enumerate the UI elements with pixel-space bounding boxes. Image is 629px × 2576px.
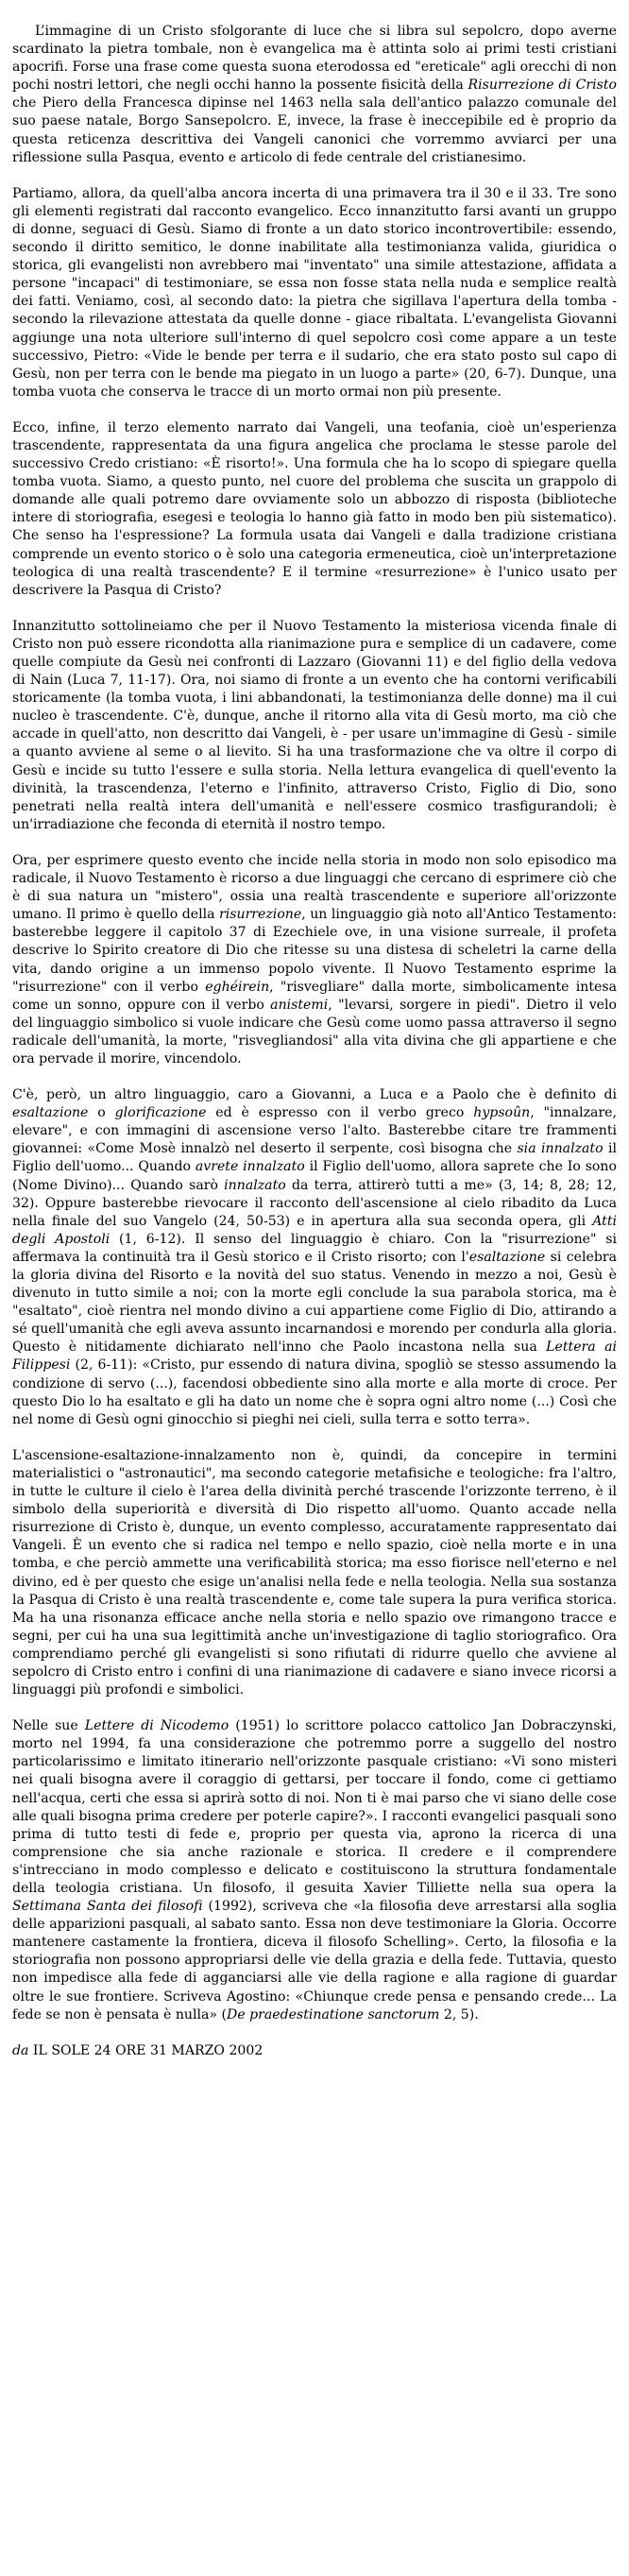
text-run: L'ascensione-esaltazione-innalzamento non è, quindi, da concepire in termini materialistici o "astronautici", ma secondo categorie metafisiche e teologiche: fra l'altro, in tutte le culture il cielo è l'area della divinità perché trascende l'orizzonte terreno, è il simbolo della superiorità e diversità di Dio rispetto all'uomo. Quanto accade nella risurrezione di Cristo è, dunque, un evento complesso, accuratamente rappresentato dai Vangeli. È un evento che si radica nel tempo e nello spazio, cioè nella morte e in una tomba, e che perciò ammette una verificabilità storica; ma esso fiorisce nell'eterno e nel divino, ed è per questo che esige un'analisi nella fede e nella teologia. Nella sua sostanza la Pasqua di Cristo è una realtà trascendente e, come tale supera la pura verifica storica. Ma ha una risonanza efficace anche nella storia e nello spazio ove rimangono tracce e segni, per cui ha una sua legittimità anche un'investigazione di taglio storiografico. Ora comprendiamo perché gli evangelisti si sono rifiutati di ridurre quello che avviene al sepolcro di Cristo entro i confini di una rianimazione di cadavere e siano invece ricorsi a linguaggi più profondi e simbolici. — [12, 1447, 617, 1698]
italic-text: da — [12, 2042, 29, 2058]
text-run: che Piero della Francesca dipinse nel 1463 nella sala dell'antico palazzo comunale del suo paese natale, Borgo Sansepolcro. E, invece, la frase è ineccepibile ed è proprio da questa reticenza descrittiva dei Vangeli canonici che vorremmo avviarci per una riflessione sulla Pasqua, evento e articolo di fede centrale del cristianesimo. — [12, 95, 617, 165]
italic-text: Lettere di Nicodemo — [84, 1718, 230, 1734]
paragraph — [12, 419, 617, 600]
text-run: il Figlio dell'uomo, allora saprete che Io sono (Nome Divino)... Quando sarò — [12, 1159, 617, 1193]
italic-text: esaltazione — [12, 1105, 89, 1121]
text-run: , "levarsi, sorgere in piedi". Dietro il velo del linguaggio simbolico si vuole indicare che Gesù come uomo passa attraverso il segno radicale dell'umanità, la morte, "risvegliandosi" alla vita divina che gli appartiene e che ora pervade il morire, vincendolo. — [12, 997, 617, 1066]
text-run: ed è espresso con il verbo greco — [206, 1105, 474, 1121]
text-run: Partiamo, allora, da quell'alba ancora incerta di una primavera tra il 30 e il 33. Tre sono gli elementi registrati dal racconto evangelico. Ecco innanzitutto farsi avanti un gruppo di donne, seguaci di Gesù. Siamo di fronte a un dato storico incontrovertibile: essendo, secondo il diritto semitico, le donne inabilitate alla testimonianza valida, giuridica o storica, gli evangelisti non avrebbero mai "inventato" una simile attestazione, affidata a persone "incapaci" di testimoniare, se essa non fosse stata nella nuda e semplice realtà dei fatti. Veniamo, così, al secondo dato: la pietra che sigillava l'apertura della tomba - secondo la rilevazione attestata da quelle donne - giace ribaltata. L'evangelista Giovanni aggiunge una nota ulteriore sull'interno di quel sepolcro così come appare a un teste successivo, Pietro: «Vide le bende per terra e il sudario, che era stato posto sul capo di Gesù, non per terra con le bende ma piegato in un luogo a parte» (20, 6-7). Dunque, una tomba vuota che conserva le tracce di un morto ormai non più presente. — [12, 185, 617, 400]
paragraph — [12, 618, 617, 834]
text-run: , un linguaggio già noto all'Antico Testamento: basterebbe leggere il capitolo 37 di Ezechiele ove, in una visione surreale, il profeta descrive lo Spirito creatore di Dio che ritesse su una distesa di scheletri la carne della vita, dando origine a un immenso popolo vivente. Il Nuovo Testamento esprime la "risurrezione" con il verbo — [12, 907, 617, 995]
italic-text: De praedestinatione sanctorum — [227, 2006, 440, 2022]
italic-text: Settimana Santa dei filosofi — [12, 1899, 203, 1915]
italic-text: anistemi — [270, 997, 329, 1013]
paragraph — [12, 1717, 617, 2024]
paragraph — [12, 23, 617, 167]
italic-text: Atti degli Apostoli — [12, 1213, 617, 1247]
italic-text: Risurrezione di Cristo — [468, 77, 617, 94]
italic-text: esaltazione — [468, 1249, 546, 1265]
text-run: , "risvegliare" dalla morte, simbolicamente intesa come un sonno, oppure con il verbo — [12, 979, 617, 1013]
text-run: (1951) lo scrittore polacco cattolico Jan Dobraczynski, morto nel 1994, fa una considerazione che potremmo porre a suggello del nostro particolarissimo e limitato itinerario nell'orizzonte pasquale cristiano: «Vi sono misteri nei quali bisogna avere il coraggio di gettarsi, per toccare il fondo, come ci gettiamo nell'acqua, certi che essa si aprirà sotto di noi. Non ti è mai parso che vi siano delle cose alle quali bisogna prima credere per poterle capire?». I racconti evangelici pasquali sono prima di tutto testi di fede e, proprio per questa via, aprono la ricerca di una comprensione che sia anche razionale e storica. Il credere e il comprendere s'intrecciano in modo complesso e delicato e costituiscono la struttura fondamentale della teologia cristiana. Un filosofo, il gesuita Xavier Tilliette nella sua opera la — [12, 1718, 617, 1896]
text-run: , "innalzare, elevare", e con immagini di ascensione verso l'alto. Basterebbe citare tre frammenti giovannei: «Come Mosè innalzò nel deserto il serpente, così bisogna che — [12, 1105, 617, 1157]
text-run: (1, 6-12). Il senso del linguaggio è chiaro. Con la "risurrezione" si affermava la continuità tra il Gesù storico e il Cristo risorto; con l' — [12, 1231, 617, 1265]
text-run: 2, 5). — [439, 2006, 479, 2022]
italic-text: glorificazione — [114, 1105, 207, 1121]
text-run: (2, 6-11): «Cristo, pur essendo di natura divina, spogliò se stesso assumendo la condizione di servo (...), facendosi obbediente sino alla morte e alla morte di croce. Per questo Dio lo ha esaltato e gli ha dato un nome che è sopra ogni altro nome (...) Così che nel nome di Gesù ogni ginocchio si pieghi nei cieli, sulla terra e sotto terra». — [12, 1357, 617, 1427]
text-run: da terra, attirerò tutti a me» (3, 14; 8, 28; 12, 32). Oppure basterebbe rievocare il racconto dell'ascensione al cielo ribadito da Luca nella finale del suo Vangelo (24, 50-53) e in apertura alla sua seconda opera, gli — [12, 1177, 617, 1229]
paragraph — [12, 1447, 617, 1699]
source-citation — [12, 2042, 617, 2060]
text-run: Innanzitutto sottolineiamo che per il Nuovo Testamento la misteriosa vicenda finale di Cristo non può essere ricondotta alla rianimazione pura e semplice di un cadavere, come quelle compiute da Gesù nei confronti di Lazzaro (Giovanni 11) e del figlio della vedova di Nain (Luca 7, 11-17). Ora, noi siamo di fronte a un evento che ha contorni verificabili storicamente (la tomba vuota, i lini abbandonati, la testimonianza delle donne) ma il cui nucleo è trascendente. C'è, dunque, anche il ritorno alla vita di Gesù morto, ma ciò che accade in quell'atto, non descritto dai Vangeli, è - per usare un'immagine di Gesù - simile a quanto avviene al seme o al lievito. Si ha una trasformazione che va oltre il corpo di Gesù e incide su tutto l'essere e sulla storia. Nella lettura evangelica di quell'evento la divinità, la trascendenza, l'eterno e l'infinito, attraverso Cristo, Figlio di Dio, sono penetrati nella realtà intera dell'umanità e nell'essere cosmico trasfigurandoli; è un'irradiazione che feconda di eternità il nostro tempo. — [12, 618, 617, 832]
italic-text: sia innalzato — [517, 1141, 604, 1157]
italic-text: hypsoûn — [473, 1105, 531, 1121]
paragraph — [12, 1086, 617, 1429]
text-run: Ora, per esprimere questo evento che incide nella storia in modo non solo episodico ma radicale, il Nuovo Testamento è ricorso a due linguaggi che cercano di esprimere ciò che è di sua natura un "mistero", ossia una realtà trascendente e superiore all'orizzonte umano. Il primo è quello della — [12, 852, 617, 923]
italic-text: Lettera ai Filippesi — [12, 1339, 617, 1373]
italic-text: risurrezione — [219, 907, 302, 923]
text-run: (1992), scriveva che «la filosofia deve arrestarsi alla soglia delle apparizioni pasquali, al sabato santo. Essa non deve testimoniare la Gloria. Occorre mantenere castamente la frontiera, diceva il filosofo Schelling». Certo, la filosofia e la storiografia non possono appropriarsi delle vie della grazia e della fede. Tuttavia, questo non impedisce alla fede di agganciarsi alle vie della ragione e alla ragione di guardar oltre le sue frontiere. Scriveva Agostino: «Chiunque crede pensa e pensando crede... La fede se non è pensata è nulla» ( — [12, 1899, 617, 2022]
text-run: L’immagine di un Cristo sfolgorante di luce che si libra sul sepolcro, dopo averne scardinato la pietra tombale, non è evangelica ma è attinta solo ai primi testi cristiani apocrifi. Forse una frase come questa suona eterodossa ed "ereticale" agli orecchi di non pochi nostri lettori, che negli occhi hanno la possente fisicità della — [12, 24, 617, 94]
paragraph — [12, 185, 617, 401]
italic-text: eghéirein — [205, 979, 270, 995]
text-run: il Figlio dell'uomo... Quando — [12, 1141, 617, 1175]
text-run: Ecco, infine, il terzo elemento narrato dai Vangeli, una teofania, cioè un'esperienza trascendente, rappresentata da una figura angelica che proclama le stesse parole del successivo Credo cristiano: «È risorto!». Una formula che ha lo scopo di spiegare quella tomba vuota. Siamo, a questo punto, nel cuore del problema che suscita un grappolo di domande alle quali potremo dare ovviamente solo un abbozzo di risposta (biblioteche intere di storiografia, esegesi e teologia lo hanno già fatto in modo ben più sistematico). Che senso ha l'espressione? La formula usata dai Vangeli e dalla tradizione cristiana comprende un evento storico o è solo una categoria ermeneutica, cioè un'interpretazione teologica di una realtà trascendente? E il termine «resurrezione» è l'unico usato per descrivere la Pasqua di Cristo? — [12, 419, 617, 598]
text-run: Nelle sue — [12, 1718, 85, 1734]
italic-text: innalzato — [224, 1177, 286, 1193]
italic-text: avrete innalzato — [195, 1159, 305, 1175]
text-run: o — [88, 1105, 115, 1121]
text-run: si celebra la gloria divina del Risorto e la novità del suo status. Venendo in mezzo a noi, Gesù è divenuto in tutto simile a noi; con la morte egli conclude la sua parabola storica, ma è "esaltato", cioè rientra nel mondo divino a cui appartiene come Figlio di Dio, attirando a sé quell'umanità che egli aveva assunto incarnandosi e morendo per condurla alla gloria. Questo è nitidamente dichiarato nell'inno che Paolo incastona nella sua — [12, 1249, 617, 1356]
paragraph — [12, 852, 617, 1068]
text-run: IL SOLE 24 ORE 31 MARZO 2002 — [28, 2042, 264, 2058]
text-run: C'è, però, un altro linguaggio, caro a Giovanni, a Luca e a Paolo che è definito di — [12, 1087, 617, 1103]
